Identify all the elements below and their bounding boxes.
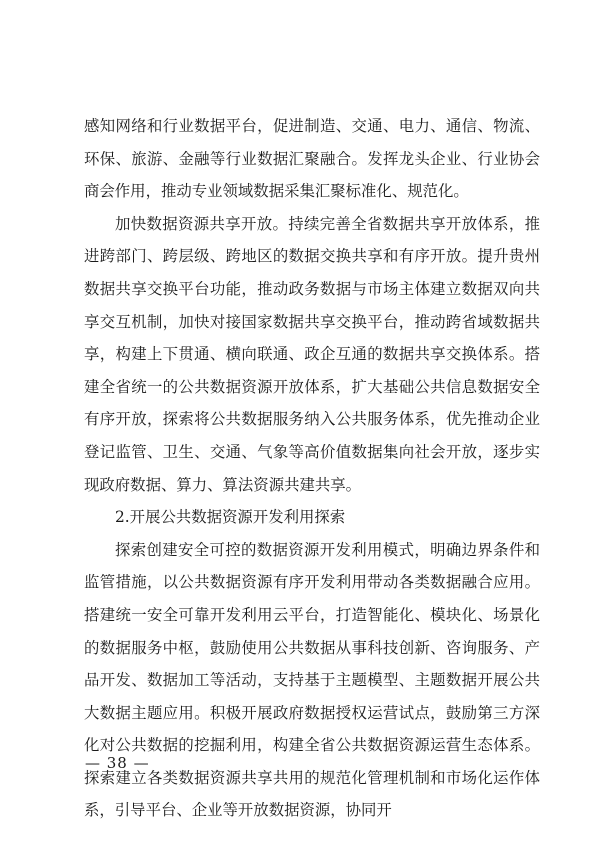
paragraph-data-sharing: 加快数据资源共享开放。持续完善全省数据共享开放体系，推进跨部门、跨层级、跨地区的数据交换共享和有序开放。提升贵州数据共享交换平台功能，推动政务数据与市场主体建立数据双向共享交互机制，加快对接国家数据共享交换平台，推动跨省域数据共享，构建上下贯通、横向联通、政企互通的数据共享交换体系。搭建全省统一的公共数据资源开放体系，扩大基础公共信息数据安全有序开放，探索将公共数据服务纳入公共服务体系，优先推动企业登记监管、卫生、交通、气象等高价值数据集向社会开放，逐步实现政府数据、算力、算法资源共建共享。 (84, 214, 540, 494)
document-body (84, 110, 540, 827)
section-heading: 2.开展公共数据资源开发利用探索 (115, 508, 346, 527)
paragraph-data-development: 探索创建安全可控的数据资源开发利用模式，明确边界条件和监管措施，以公共数据资源有序开发利用带动各类数据融合应用。搭建统一安全可靠开发利用云平台，打造智能化、模块化、场景化的数据服务中枢，鼓励使用公共数据从事科技创新、咨询服务、产品开发、数据加工等活动，支持基于主题模型、主题数据开展公共大数据主题应用。积极开展政府数据授权运营试点，鼓励第三方深化对公共数据的挖掘利用，构建全省公共数据资源运营生态体系。探索建立各类数据资源共享共用的规范化管理机制和市场化运作体系，引导平台、企业等开放数据资源，协同开 (84, 540, 540, 820)
paragraph-continuation: 感知网络和行业数据平台，促进制造、交通、电力、通信、物流、环保、旅游、金融等行业数据汇聚融合。发挥龙头企业、行业协会商会作用，推动专业领域数据采集汇聚标准化、规范化。 (84, 117, 540, 201)
page-number: — 38 — (85, 754, 150, 772)
